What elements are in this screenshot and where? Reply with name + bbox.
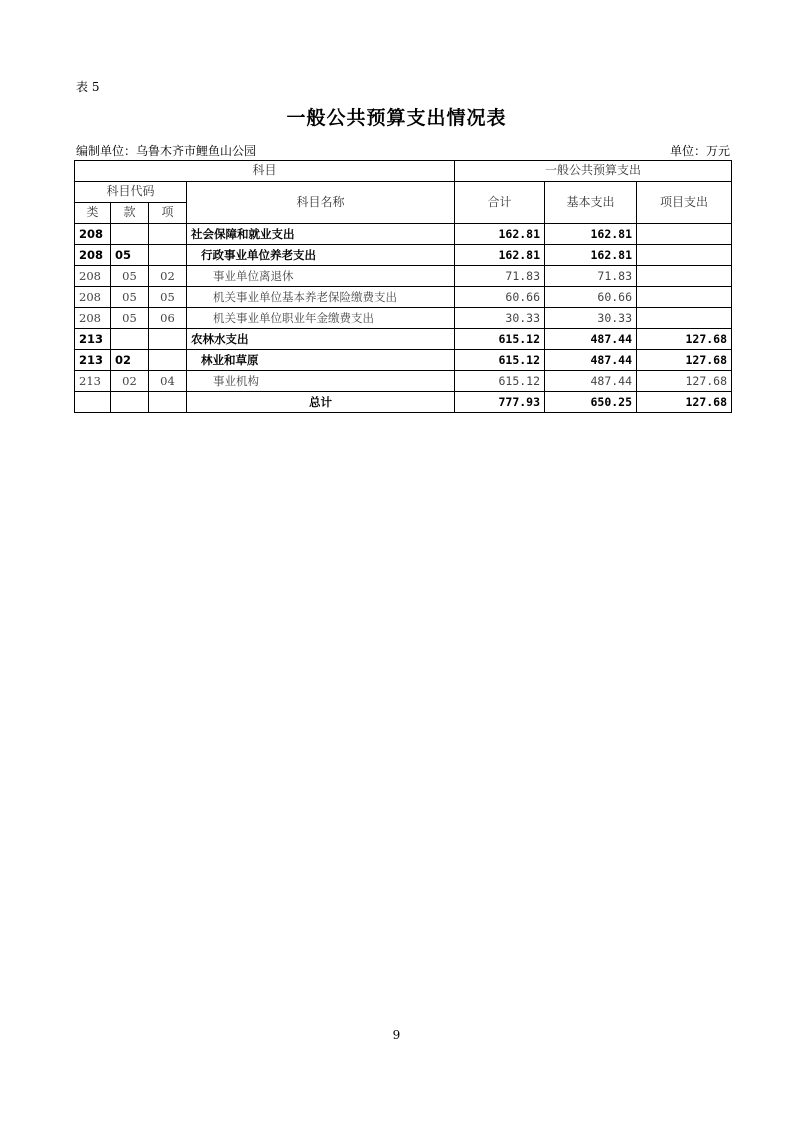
header-row-2 [75, 182, 732, 203]
cell-total: 777.93 [455, 392, 545, 413]
cell-project [637, 287, 732, 308]
cell-xiang [149, 224, 187, 245]
cell-basic: 487.44 [545, 350, 637, 371]
cell-lei: 213 [75, 350, 111, 371]
cell-lei: 208 [75, 308, 111, 329]
cell-total: 162.81 [455, 224, 545, 245]
cell-kuan [111, 329, 149, 350]
cell-xiang [149, 329, 187, 350]
table-number: 表 5 [76, 80, 100, 94]
xiang-header: 项 [149, 203, 187, 224]
cell-basic: 162.81 [545, 224, 637, 245]
cell-project [637, 266, 732, 287]
subject-header: 科目 [75, 161, 455, 182]
cell-name: 事业机构 [187, 371, 455, 392]
cell-xiang: 02 [149, 266, 187, 287]
subject-name-header: 科目名称 [187, 182, 455, 224]
cell-lei: 208 [75, 287, 111, 308]
cell-project: 127.68 [637, 371, 732, 392]
table-row [75, 371, 732, 392]
cell-kuan: 02 [111, 350, 149, 371]
cell-kuan: 05 [111, 266, 149, 287]
cell-xiang: 04 [149, 371, 187, 392]
cell-name: 事业单位离退休 [187, 266, 455, 287]
cell-total: 615.12 [455, 329, 545, 350]
cell-project: 127.68 [637, 392, 732, 413]
cell-total: 615.12 [455, 371, 545, 392]
table-row [75, 287, 732, 308]
cell-lei: 208 [75, 245, 111, 266]
cell-lei: 208 [75, 224, 111, 245]
cell-xiang [149, 245, 187, 266]
total-label: 总计 [187, 392, 455, 413]
table-row [75, 329, 732, 350]
cell-lei [75, 392, 111, 413]
total-header: 合计 [455, 182, 545, 224]
cell-project [637, 308, 732, 329]
cell-total: 60.66 [455, 287, 545, 308]
kuan-header: 款 [111, 203, 149, 224]
cell-xiang: 06 [149, 308, 187, 329]
cell-name: 农林水支出 [187, 329, 455, 350]
total-row [75, 392, 732, 413]
cell-basic: 30.33 [545, 308, 637, 329]
cell-lei: 208 [75, 266, 111, 287]
table-row [75, 308, 732, 329]
table-row [75, 350, 732, 371]
table-row [75, 266, 732, 287]
table-row [75, 224, 732, 245]
table-row [75, 245, 732, 266]
cell-xiang [149, 350, 187, 371]
page-title: 一般公共预算支出情况表 [286, 107, 507, 129]
basic-header: 基本支出 [545, 182, 637, 224]
code-group-header: 科目代码 [75, 182, 187, 203]
cell-name: 机关事业单位基本养老保险缴费支出 [187, 287, 455, 308]
cell-kuan: 02 [111, 371, 149, 392]
cell-name: 机关事业单位职业年金缴费支出 [187, 308, 455, 329]
cell-project [637, 224, 732, 245]
budget-group-header: 一般公共预算支出 [455, 161, 732, 182]
cell-basic: 487.44 [545, 371, 637, 392]
cell-kuan: 05 [111, 287, 149, 308]
cell-basic: 650.25 [545, 392, 637, 413]
cell-lei: 213 [75, 329, 111, 350]
header-row-1 [75, 161, 732, 182]
cell-kuan [111, 224, 149, 245]
cell-basic: 487.44 [545, 329, 637, 350]
cell-name: 社会保障和就业支出 [187, 224, 455, 245]
cell-basic: 60.66 [545, 287, 637, 308]
cell-total: 71.83 [455, 266, 545, 287]
cell-xiang [149, 392, 187, 413]
cell-basic: 162.81 [545, 245, 637, 266]
lei-header: 类 [75, 203, 111, 224]
cell-basic: 71.83 [545, 266, 637, 287]
cell-lei: 213 [75, 371, 111, 392]
cell-kuan: 05 [111, 245, 149, 266]
cell-kuan [111, 392, 149, 413]
cell-kuan: 05 [111, 308, 149, 329]
budget-table [74, 160, 732, 413]
cell-name: 林业和草原 [187, 350, 455, 371]
cell-project: 127.68 [637, 329, 732, 350]
cell-xiang: 05 [149, 287, 187, 308]
cell-total: 162.81 [455, 245, 545, 266]
cell-project: 127.68 [637, 350, 732, 371]
currency-unit: 单位：万元 [669, 144, 730, 158]
cell-total: 615.12 [455, 350, 545, 371]
page-number: 9 [392, 1028, 401, 1042]
compiling-unit: 编制单位：乌鲁木齐市鲤鱼山公园 [76, 144, 257, 158]
cell-project [637, 245, 732, 266]
cell-total: 30.33 [455, 308, 545, 329]
project-header: 项目支出 [637, 182, 732, 224]
cell-name: 行政事业单位养老支出 [187, 245, 455, 266]
